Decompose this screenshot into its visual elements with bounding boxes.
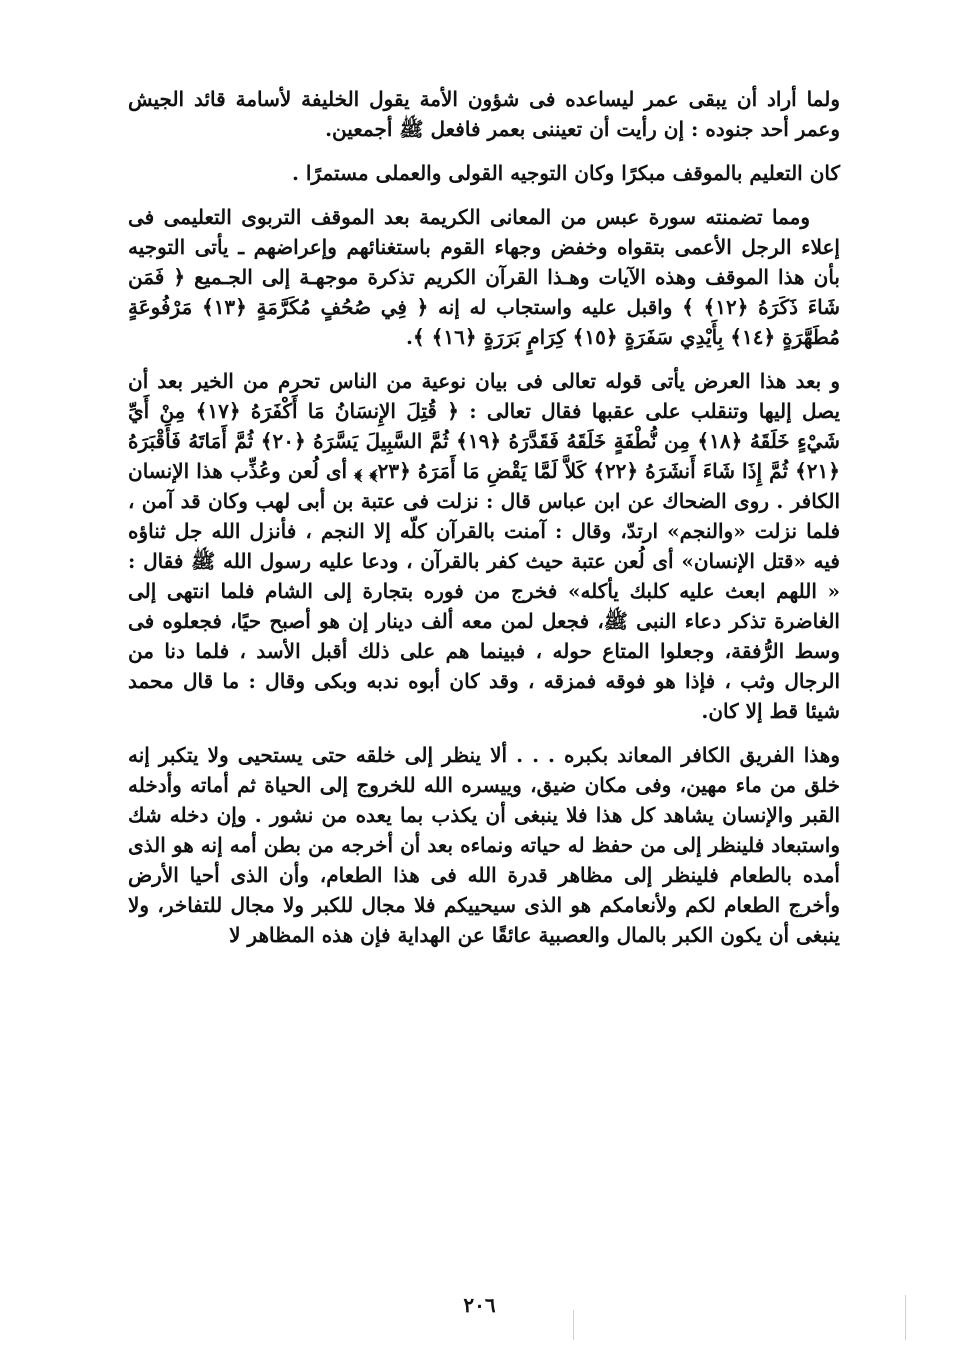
- scan-artifact-line: [905, 1295, 906, 1340]
- paragraph-1: ولما أراد أن يبقى عمر ليساعده فى شؤون الأمة يقول الخليفة لأسامة قائد الجيش وعمر أحد جنوده : إن رأيت أن تعيننى بعمر فافعل ﷺ أجمعين.: [128, 87, 840, 141]
- body-text: [128, 84, 840, 964]
- page-number: ٢٠٦: [463, 1293, 496, 1317]
- scan-artifact-line: [573, 1310, 574, 1340]
- paragraph-2: كان التعليم بالموقف مبكرًا وكان التوجيه القولى والعملى مستمرًا .: [291, 161, 840, 185]
- paragraph-5: وهذا الفريق الكافر المعاند بكبره . . . ألا ينظر إلى خلقه حتى يستحيى ولا يتكبر إنه خلق من ماء مهين، وفى مكان ضيق، وييسره الله للخروج إلى الحياة ثم أماته وأدخله القبر والإنسان يشاهد كل هذا فلا ينبغى أن يكذب بما يعده من نشور . وإن دخله شك واستبعاد فلينظر إلى من حفظ له حياته ونماءه بعد أن أخرجه من بطن أمه إنه هو الذى أمده بالطعام فلينظر إلى مظاهر قدرة الله فى هذا الطعام، وأن الذى أحيا الأرض وأخرج الطعام لكم ولأنعامكم هو الذى سيحييكم فلا مجال للكبر ولا مجال للتفاخر، ولا ينبغى أن يكون الكبر بالمال والعصبية عائقًا عن الهداية فإن هذه المظاهر لا: [128, 743, 840, 947]
- paragraph-4: و بعد هذا العرض يأتى قوله تعالى فى بيان نوعية من الناس تحرم من الخير بعد أن يصل إليها وتنقلب على عقبها فقال تعالى : ﴿ قُتِلَ الإِنسَانُ مَا أَكْفَرَهُ ﴿١٧﴾ مِنْ أَيِّ شَيْءٍ خَلَقَهُ ﴿١٨﴾ مِن نُّطْفَةٍ خَلَقَهُ فَقَدَّرَهُ ﴿١٩﴾ ثُمَّ السَّبِيلَ يَسَّرَهُ ﴿٢٠﴾ ثُمَّ أَمَاتَهُ فَأَقْبَرَهُ ﴿٢١﴾ ثُمَّ إِذَا شَاءَ أَنشَرَهُ ﴿٢٢﴾ كَلاَّ لَمَّا يَقْضِ مَا أَمَرَهُ ﴿٢٣﴾ ﴾ أى لُعن وعُذِّب هذا الإنسان الكافر . روى الضحاك عن ابن عباس قال : نزلت فى عتبة بن أبى لهب وكان قد آمن ، فلما نزلت «والنجم» ارتدّ، وقال : آمنت بالقرآن كلّه إلا النجم ، فأنزل الله جل ثناؤه فيه «قتل الإنسان» أى لُعن عتبة حيث كفر بالقرآن ، ودعا عليه رسول الله ﷺ فقال : « اللهم ابعث عليه كلبك يأكله» فخرج من فوره بتجارة إلى الشام فلما انتهى إلى الغاضرة تذكر دعاء النبى ﷺ، فجعل لمن معه ألف دينار إن هو أصبح حيًا، فجعلوه فى وسط الرُّفقة، وجعلوا المتاع حوله ، فبينما هم على ذلك أقبل الأسد ، فلما دنا من الرجال وثب ، فإذا هو فوقه فمزقه ، وقد كان أبوه ندبه وبكى وقال : ما قال محمد شيئا قط إلا كان.: [128, 369, 841, 723]
- paragraph-3: ومما تضمنته سورة عبس من المعانى الكريمة بعد الموقف التربوى التعليمى فى إعلاء الرجل الأعمى بتقواه وخفض وجهاء القوم باستغنائهم وإعراضهم ـ يأتى التوجيه بأن هذا الموقف وهذه الآيات وهـذا القرآن الكريم تذكرة موجهـة إلى الجـميع ﴿ فَمَن شَاءَ ذَكَرَهُ ﴿١٢﴾ ﴾ واقبل عليه واستجاب له إنه ﴿ فِي صُحُفٍ مُكَرَّمَةٍ ﴿١٣﴾ مَرْفُوعَةٍ مُطَهَّرَةٍ ﴿١٤﴾ بِأَيْدِي سَفَرَةٍ ﴿١٥﴾ كِرَامٍ بَرَرَةٍ ﴿١٦﴾ ﴾.: [128, 205, 840, 349]
